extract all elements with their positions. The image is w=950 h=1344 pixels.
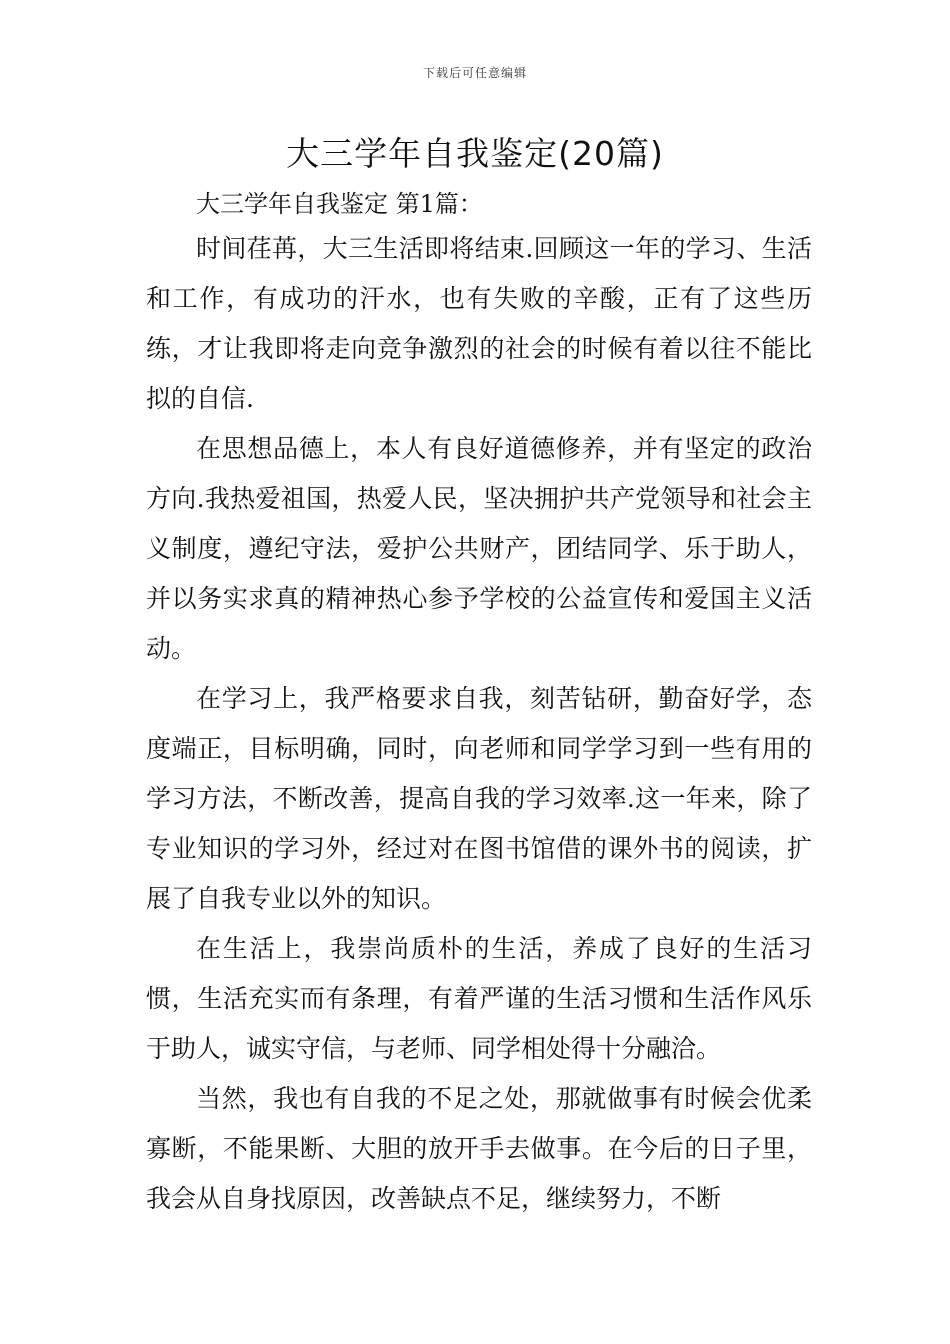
document-body xyxy=(146,224,812,1224)
paragraph: 在学习上，我严格要求自我，刻苦钻研，勤奋好学，态度端正，目标明确，同时，向老师和同学学习到一些有用的学习方法，不断改善，提高自我的学习效率.这一年来，除了专业知识的学习外，经过对在图书馆借的课外书的阅读，扩展了自我专业以外的知识。 xyxy=(146,684,812,913)
paragraph: 在思想品德上，本人有良好道德修养，并有坚定的政治方向.我热爱祖国，热爱人民，坚决拥护共产党领导和社会主义制度，遵纪守法，爱护公共财产，团结同学、乐于助人，并以务实求真的精神热心参予学校的公益宣传和爱国主义活动。 xyxy=(146,434,812,663)
document-title: 大三学年自我鉴定(20篇) xyxy=(286,134,664,173)
section-subtitle: 大三学年自我鉴定 第1篇： xyxy=(196,190,483,218)
paragraph: 时间荏苒，大三生活即将结束.回顾这一年的学习、生活和工作，有成功的汗水，也有失败的辛酸，正有了这些历练，才让我即将走向竞争激烈的社会的时候有着以往不能比拟的自信. xyxy=(146,234,812,413)
header-note: 下载后可任意编辑 xyxy=(422,66,527,80)
paragraph: 在生活上，我崇尚质朴的生活，养成了良好的生活习惯，生活充实而有条理，有着严谨的生活习惯和生活作风乐于助人，诚实守信，与老师、同学相处得十分融洽。 xyxy=(146,934,812,1063)
paragraph: 当然，我也有自我的不足之处，那就做事有时候会优柔寡断，不能果断、大胆的放开手去做事。在今后的日子里，我会从自身找原因，改善缺点不足，继续努力，不断 xyxy=(146,1084,812,1213)
